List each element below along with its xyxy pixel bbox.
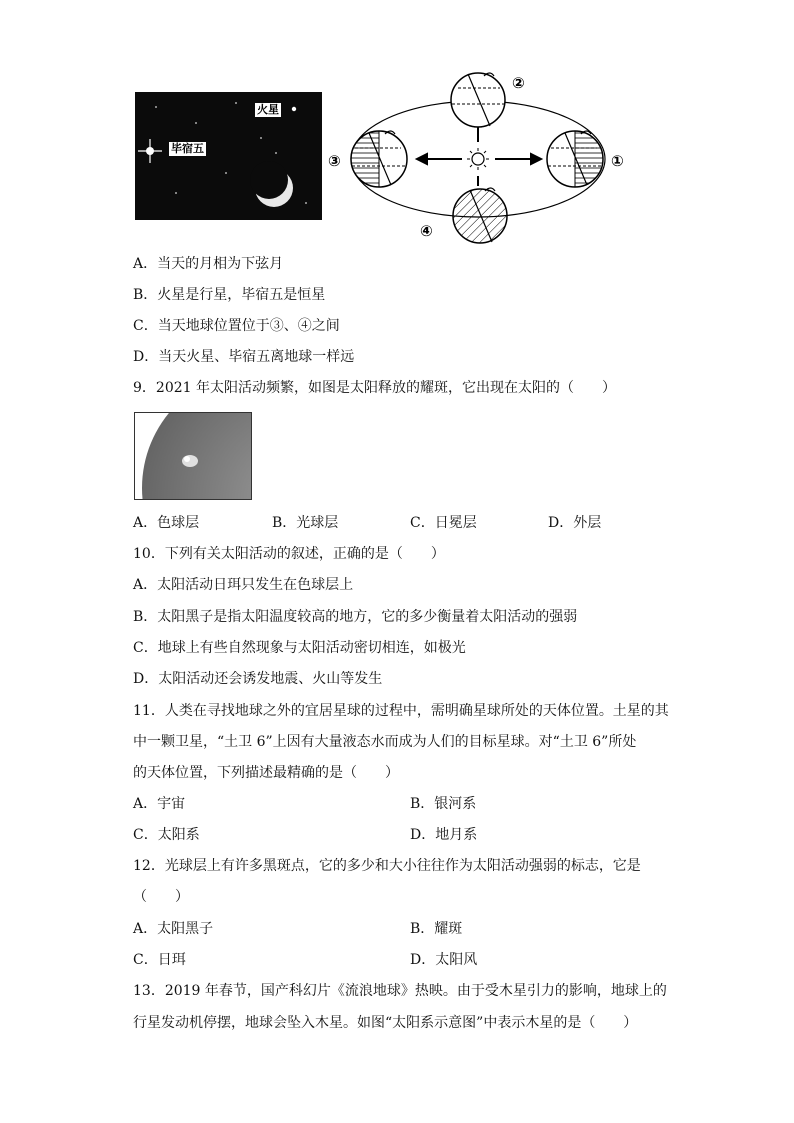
q9-option-c: C．日冕层 <box>410 515 477 531</box>
q9-stem: 9．2021 年太阳活动频繁，如图是太阳释放的耀斑，它出现在太阳的（ ） <box>133 380 616 396</box>
solar-flare-photo <box>134 412 252 500</box>
q8-option-d: D．当天火星、毕宿五离地球一样远 <box>133 349 355 365</box>
q11-option-b: B．银河系 <box>410 796 477 812</box>
earth-position-3 <box>351 131 407 187</box>
crescent-moon-icon <box>250 161 293 207</box>
q12-option-a: A．太阳黑子 <box>133 921 214 937</box>
mars-label: 火星 <box>257 103 279 116</box>
aldebaran-label: 毕宿五 <box>171 142 204 155</box>
night-sky-objects <box>135 92 322 220</box>
mars-dot-icon <box>292 107 296 111</box>
q10-option-b: B．太阳黑子是指太阳温度较高的地方，它的多少衡量着太阳活动的强弱 <box>133 609 578 625</box>
q11-option-d: D．地月系 <box>410 827 478 843</box>
q9-option-b: B．光球层 <box>272 515 339 531</box>
earth-position-1 <box>547 131 603 187</box>
solar-flare-graphic <box>135 413 251 499</box>
q10-option-d: D．太阳活动还会诱发地震、火山等发生 <box>133 671 383 687</box>
q11-option-a: A．宇宙 <box>133 796 186 812</box>
q10-stem: 10．下列有关太阳活动的叙述，正确的是（ ） <box>133 546 445 562</box>
earth-orbit-diagram <box>325 66 645 246</box>
q10-option-c: C．地球上有些自然现象与太阳活动密切相连，如极光 <box>133 640 466 656</box>
q10-option-a: A．太阳活动日珥只发生在色球层上 <box>133 577 354 593</box>
q12-option-b: B．耀斑 <box>410 921 463 937</box>
q12-stem-line2: （ ） <box>133 889 189 905</box>
marker-3: ③ <box>328 152 341 170</box>
q8-option-a: A．当天的月相为下弦月 <box>133 256 284 272</box>
q9-option-a: A．色球层 <box>133 515 200 531</box>
q11-option-c: C．太阳系 <box>133 827 200 843</box>
q11-stem-line3: 的天体位置，下列描述最精确的是（ ） <box>133 765 399 781</box>
q12-stem-line1: 12．光球层上有许多黑斑点，它的多少和大小往往作为太阳活动强弱的标志，它是 <box>133 858 641 874</box>
night-sky-photo <box>135 92 322 220</box>
marker-2: ② <box>512 74 525 92</box>
marker-4: ④ <box>420 222 433 240</box>
q11-stem-line1: 11．人类在寻找地球之外的宜居星球的过程中，需明确星球所处的天体位置。土星的其 <box>133 703 669 719</box>
aldebaran-star-icon <box>138 139 162 163</box>
q8-option-b: B．火星是行星，毕宿五是恒星 <box>133 287 326 303</box>
q11-stem-line2: 中一颗卫星，“土卫 6”上因有大量液态水而成为人们的目标星球。对“土卫 6”所处 <box>133 734 637 750</box>
q13-stem-line2: 行星发动机停摆，地球会坠入木星。如图“太阳系示意图”中表示木星的是（ ） <box>133 1015 638 1031</box>
q13-stem-line1: 13．2019 年春节，国产科幻片《流浪地球》热映。由于受木星引力的影响，地球上的 <box>133 983 667 999</box>
q9-option-d: D．外层 <box>548 515 602 531</box>
q8-option-c: C．当天地球位置位于③、④之间 <box>133 318 340 334</box>
earth-position-4 <box>453 188 507 243</box>
q12-option-c: C．日珥 <box>133 952 186 968</box>
earth-position-2 <box>451 73 505 127</box>
sun-icon <box>467 148 489 170</box>
q12-option-d: D．太阳风 <box>410 952 478 968</box>
marker-1: ① <box>611 152 624 170</box>
